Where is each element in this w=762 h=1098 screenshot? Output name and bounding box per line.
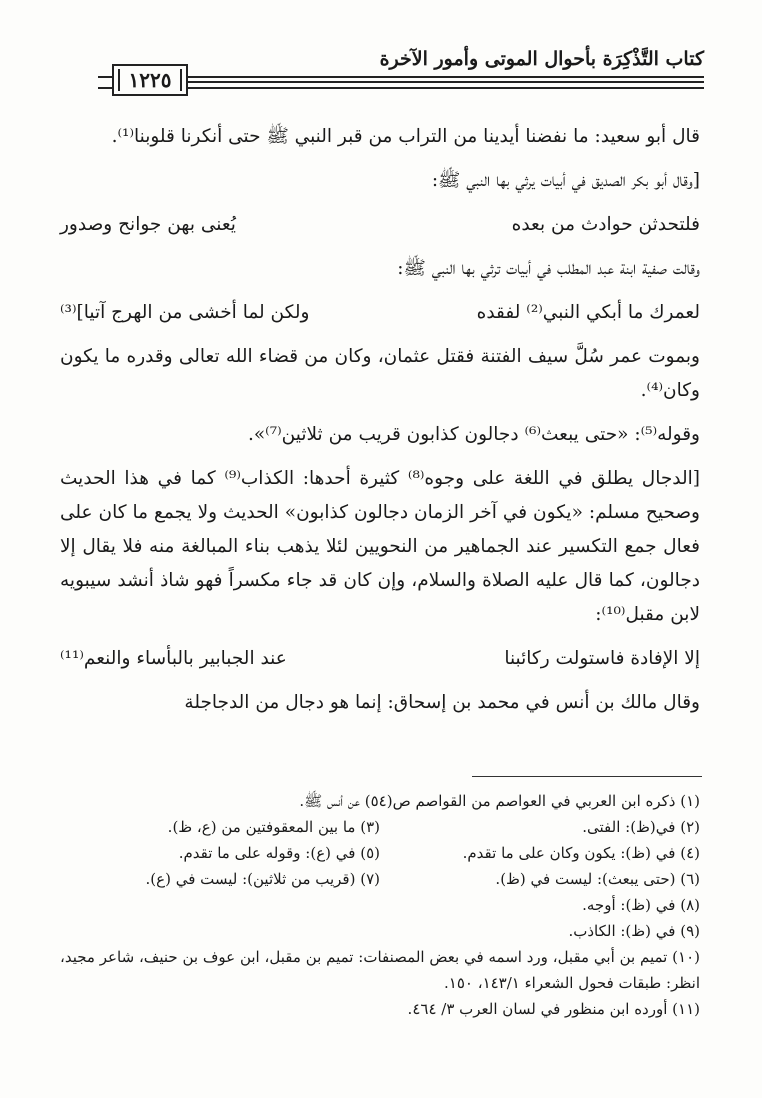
footnote: (٦) (حتى يبعث): ليست في (ظ).	[495, 870, 700, 888]
header-rule	[160, 81, 704, 83]
footnote-row	[60, 814, 700, 840]
verse-first-hemistich: فلتحدثن حوادث من بعده	[511, 214, 700, 235]
footnote: (١٠) تميم بن أبي مقبل، ورد اسمه في بعض المصنفات: تميم بن مقبل، ابن عوف بن حنيف، شاعر مجيد، انظر: طبقات فحول الشعراء ١٤٣/١، ١٥٠.	[60, 948, 700, 992]
verse-first-hemistich: لعمرك ما أبكي النبي⁽²⁾ لفقده	[476, 302, 700, 323]
paragraph: وقوله⁽⁵⁾: «حتى يبعث⁽⁶⁾ دجالون كذابون قريب من ثلاثين⁽⁷⁾».	[247, 424, 700, 445]
footnote: (٩) في (ظ): الكاذب.	[568, 922, 700, 940]
header-rule	[98, 87, 704, 89]
header-rule	[98, 76, 704, 78]
footnote: (٤) في (ظ): يكون وكان على ما تقدم.	[462, 844, 700, 862]
paragraph: [الدجال يطلق في اللغة على وجوه⁽⁸⁾ كثيرة أحدها: الكذاب⁽⁹⁾ كما في هذا الحديث وصحيح مسلم: «يكون في آخر الزمان دجالون كذابون» الحديث ولا يجمع ما كان على فعال جمع التكسير عند الجماهير من النحويين لئلا يذهب بناء المبالغة منه فلا يقال إلا دجالون، كما قال عليه الصلاة والسلام، وإن كان قد جاء مكسراً فهو شاذ أنشد سيبويه لابن مقبل⁽¹⁰⁾:	[60, 468, 700, 625]
running-title: كتاب التَّذْكِرَة بأحوال الموتى وأمور الآخرة	[379, 48, 704, 70]
footnote-row	[60, 866, 700, 892]
poem-verse	[60, 208, 700, 242]
footnote-row	[60, 840, 700, 866]
paragraph: وبموت عمر سُلَّ سيف الفتنة فقتل عثمان، وكان من قضاء الله تعالى وقدره ما يكون وكان⁽⁴⁾.	[60, 346, 700, 401]
poem-verse	[60, 642, 700, 676]
paragraph: وقالت صفية ابنة عبد المطلب في أبيات ترثي بها النبي ﷺ:	[397, 258, 700, 279]
paragraph: قال أبو سعيد: ما نفضنا أيدينا من التراب من قبر النبي ﷺ حتى أنكرنا قلوبنا⁽¹⁾.	[111, 126, 700, 147]
main-text	[60, 120, 700, 730]
footnote: (٨) في (ظ): أوجه.	[582, 896, 700, 914]
paragraph: [وقال أبو بكر الصديق في أبيات يرثي بها النبي ﷺ:	[431, 170, 700, 191]
page-number: ١٢٢٥	[128, 68, 172, 92]
poem-verse	[60, 296, 700, 330]
paragraph: وقال مالك بن أنس في محمد بن إسحاق: إنما هو دجال من الدجاجلة	[184, 692, 700, 713]
verse-second-hemistich: يُعنى بهن جوانح وصدور	[60, 214, 236, 235]
footnote: (٥) في (ع): وقوله على ما تقدم.	[178, 844, 380, 862]
footnote: (٧) (قريب من ثلاثين): ليست في (ع).	[145, 870, 380, 888]
verse-second-hemistich: عند الجبابير بالبأساء والنعم⁽¹¹⁾	[60, 648, 287, 669]
verse-second-hemistich: ولكن لما أخشى من الهرج آتيا]⁽³⁾	[60, 302, 310, 323]
footnote: (٣) ما بين المعقوفتين من (ع، ظ).	[167, 818, 380, 836]
footnote: (٢) في(ظ): الفتى.	[582, 818, 700, 836]
verse-first-hemistich: إلا الإفادة فاستولت ركائبنا	[504, 648, 700, 669]
footnote: (١١) أورده ابن منظور في لسان العرب ٣/ ٤٦٤.	[407, 1000, 700, 1018]
page-number-box	[112, 64, 188, 96]
footnotes	[60, 788, 700, 1022]
footnote-separator	[472, 776, 702, 777]
footnote: (١) ذكره ابن العربي في العواصم من القواصم ص(٥٤) عن أنس ﷺ.	[299, 792, 700, 810]
